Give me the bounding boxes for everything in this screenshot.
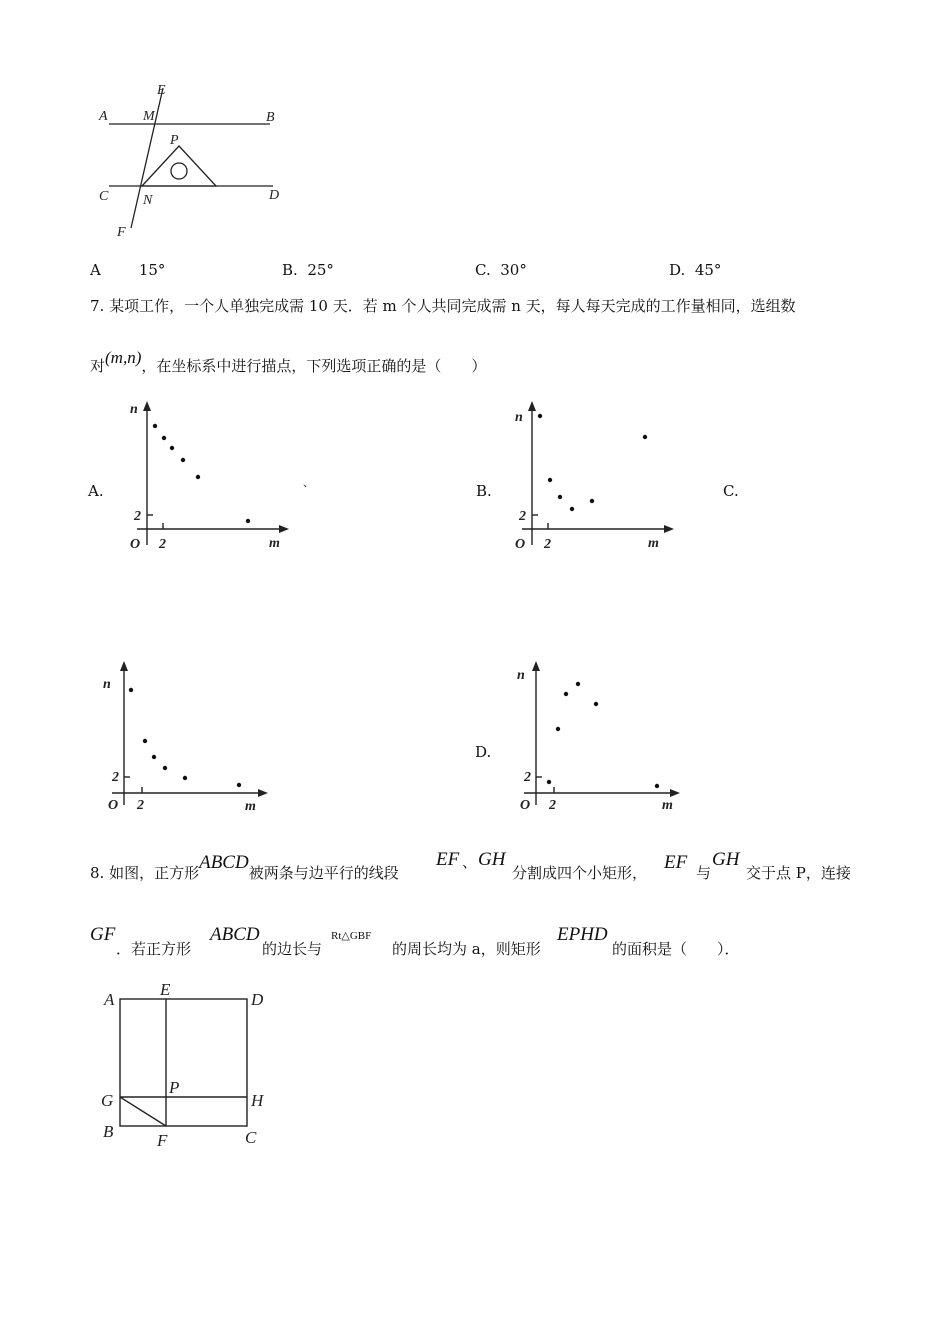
graph-c — [102, 657, 272, 813]
graph-c-origin: O — [108, 798, 119, 813]
q6-figure — [95, 80, 295, 245]
q8-ef-2: EF — [664, 852, 688, 873]
q7-option-b-label: B. — [476, 482, 492, 500]
graph-a-tick-y: 2 — [134, 509, 141, 524]
q7-pair: (m,n) — [105, 348, 142, 367]
label-f: F — [117, 225, 126, 240]
q8-stem-line1: 8. 如图，正方形ABCD被两条与边平行的线段 — [90, 852, 399, 882]
label-p: P — [169, 1078, 180, 1097]
q6-option-a: A 15° — [90, 261, 166, 279]
graph-d-tick-x: 2 — [549, 798, 556, 813]
graph-d-n-label: n — [517, 668, 525, 683]
graph-a-m-label: m — [269, 536, 280, 551]
graph-b — [510, 397, 680, 553]
q8-sep: 、 — [462, 853, 478, 871]
graph-c-n-label: n — [103, 677, 111, 692]
q8-ef-1: EF — [436, 849, 460, 870]
graph-d-tick-y: 2 — [524, 770, 531, 785]
q8-l2-a: ．若正方形 — [116, 940, 192, 958]
graph-a-tick-x: 2 — [159, 537, 166, 552]
label-p: P — [170, 133, 179, 148]
graph-c-tick-y: 2 — [112, 770, 119, 785]
graph-c-m-label: m — [245, 799, 256, 813]
label-h: H — [251, 1091, 264, 1110]
graph-b-tick-y: 2 — [519, 509, 526, 524]
label-m: M — [143, 109, 155, 124]
q8-abcd-1: ABCD — [199, 852, 249, 873]
graph-b-origin: O — [515, 537, 526, 552]
graph-a-n-label: n — [130, 402, 138, 417]
q8-l2-d: 的面积是（ ）． — [612, 940, 740, 958]
q7-stem-line1: 7. 某项工作，一个人单独完成需 10 天．若 m 个人共同完成需 n 天，每人每天完成的工作量相同，选组数 — [90, 297, 796, 315]
graph-a-origin: O — [130, 537, 141, 552]
q7-option-a-label: A. — [88, 482, 104, 500]
q7-option-d-label: D. — [475, 743, 492, 761]
graph-b-tick-x: 2 — [544, 537, 551, 552]
graph-d-m-label: m — [662, 798, 673, 813]
square-abcd — [120, 999, 247, 1126]
label-g: G — [101, 1091, 114, 1110]
q8-ephd: EPHD — [557, 924, 608, 945]
q8-abcd-2: ABCD — [210, 924, 260, 945]
stray-mark: 、 — [303, 476, 314, 489]
q8-l1-e: 交于点 P，连接 — [746, 864, 851, 882]
label-a: A — [99, 109, 108, 124]
q8-gf: GF — [90, 924, 116, 945]
q8-gh-1: GH — [478, 849, 506, 870]
graph-a — [125, 397, 295, 553]
segment-gf — [120, 1097, 166, 1126]
label-e: E — [157, 83, 166, 98]
q6-option-d: D. 45° — [669, 261, 722, 279]
q8-l1-c: 分割成四个小矩形， — [512, 864, 648, 882]
label-a: A — [104, 990, 115, 1009]
q8-l1-d: 与 — [696, 864, 712, 882]
q6-option-b: B. 25° — [282, 261, 334, 279]
q8-gh-2: GH — [712, 849, 740, 870]
graph-d — [514, 657, 684, 813]
q8-l2-b: 的边长与 — [262, 940, 323, 958]
label-d: D — [251, 990, 264, 1009]
q7-option-c-label: C. — [723, 482, 739, 500]
q7-stem-line2: 对(m,n)，在坐标系中进行描点，下列选项正确的是（ ） — [90, 348, 487, 375]
label-b: B — [266, 110, 275, 125]
label-e: E — [160, 980, 171, 999]
graph-d-origin: O — [520, 798, 531, 813]
label-d: D — [269, 188, 280, 203]
graph-b-n-label: n — [515, 410, 523, 425]
label-n: N — [143, 193, 153, 208]
triangle-ruler — [142, 146, 216, 186]
triangle-hole — [171, 163, 187, 179]
q6-option-c: C. 30° — [475, 261, 527, 279]
label-b: B — [103, 1122, 114, 1141]
graph-b-m-label: m — [648, 536, 659, 551]
label-c: C — [245, 1128, 257, 1147]
label-c: C — [99, 189, 109, 204]
q8-figure — [95, 975, 280, 1155]
q8-rt-triangle: Rt△GBF — [331, 930, 372, 942]
label-f: F — [157, 1131, 168, 1150]
q8-l2-c: 的周长均为 a，则矩形 — [392, 940, 541, 958]
graph-c-tick-x: 2 — [137, 798, 144, 813]
